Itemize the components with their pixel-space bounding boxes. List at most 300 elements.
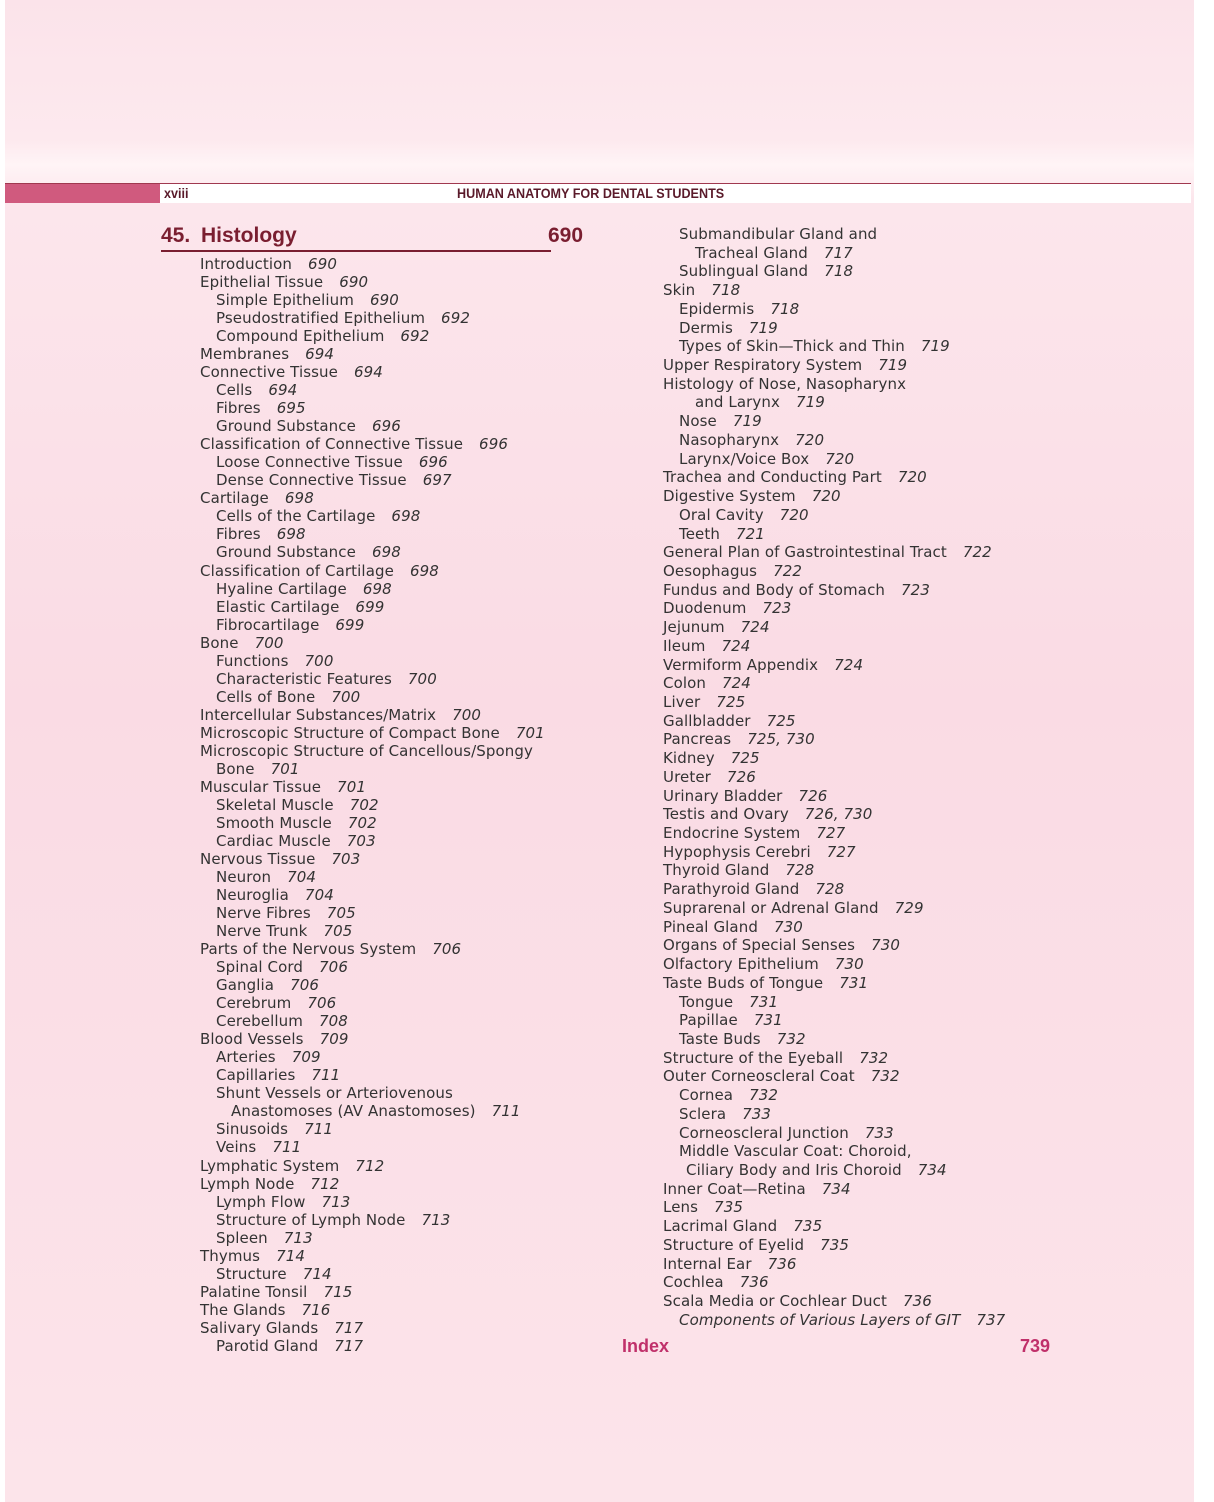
toc-entry-title: Oral Cavity (679, 505, 764, 524)
toc-entry (695, 244, 853, 262)
toc-entry-page: 734 (917, 1161, 947, 1179)
toc-entry-title: Salivary Glands (200, 1318, 319, 1337)
toc-entry-title: Compound Epithelium (216, 327, 385, 346)
toc-entry (216, 652, 333, 670)
toc-entry-title: Ureter (663, 767, 711, 786)
toc-entry (216, 1012, 348, 1030)
toc-entry (200, 634, 284, 652)
toc-entry-title: Smooth Muscle (216, 813, 332, 832)
toc-entry-page: 700 (452, 705, 482, 724)
toc-entry (216, 1193, 350, 1211)
toc-entry-title: Membranes (200, 345, 290, 364)
toc-entry-title: Upper Respiratory System (663, 356, 863, 375)
toc-entry (200, 1247, 305, 1265)
toc-entry-page: 717 (334, 1318, 364, 1337)
toc-entry (200, 778, 366, 796)
toc-entry-title: Thyroid Gland (663, 861, 770, 880)
toc-entry-title: Fundus and Body of Stomach (663, 580, 886, 599)
toc-entry-title: Ground Substance (216, 543, 356, 562)
toc-entry-page: 700 (304, 651, 334, 670)
toc-entry-page: 715 (323, 1282, 353, 1301)
toc-entry-page: 701 (270, 759, 300, 778)
toc-entry-title: Lymph Node (200, 1174, 295, 1193)
toc-entry-page: 698 (409, 561, 439, 580)
toc-entry-title: Muscular Tissue (200, 777, 322, 796)
toc-entry-page: 696 (371, 417, 401, 436)
toc-entry (679, 1086, 778, 1104)
toc-entry-page: 724 (722, 674, 751, 693)
toc-entry-title: Middle Vascular Coat: Choroid, (679, 1142, 912, 1161)
toc-entry-page: 727 (826, 842, 856, 861)
toc-entry (663, 356, 907, 374)
toc-entry-title: Structure of Eyelid (663, 1235, 805, 1254)
toc-entry-page: 706 (319, 958, 348, 977)
toc-entry-page: 732 (749, 1086, 779, 1105)
header-page-number: xviii (164, 185, 189, 201)
toc-entry (695, 393, 825, 411)
toc-entry-title: Fibres (216, 525, 261, 544)
toc-entry-page: 728 (785, 861, 815, 880)
toc-entry-title: Corneoscleral Junction (679, 1123, 849, 1142)
toc-entry-page: 724 (740, 618, 770, 637)
toc-entry-title: Palatine Tonsil (200, 1282, 308, 1301)
toc-entry (663, 843, 856, 861)
toc-entry-title: Pineal Gland (663, 917, 758, 936)
toc-entry (216, 670, 437, 688)
toc-entry-page: 727 (816, 824, 846, 843)
toc-entry (663, 955, 864, 973)
toc-entry (663, 562, 802, 580)
toc-entry-title: Histology of Nose, Nasopharynx (663, 374, 907, 393)
toc-entry-page: 730 (773, 917, 803, 936)
toc-entry-page: 718 (824, 262, 854, 281)
toc-entry-page: 703 (346, 831, 376, 850)
index-entry-page: 739 (1020, 1336, 1051, 1356)
toc-entry-title: Blood Vessels (200, 1030, 304, 1049)
toc-entry (231, 1102, 521, 1120)
toc-entry-title: Fibrocartilage (216, 615, 320, 634)
toc-entry (679, 1011, 783, 1029)
toc-entry (663, 1198, 743, 1216)
toc-entry-title: Tracheal Gland (695, 243, 808, 262)
toc-entry (663, 637, 750, 655)
toc-entry-page: 694 (305, 345, 335, 364)
toc-entry-page: 728 (815, 880, 845, 899)
toc-entry (663, 618, 770, 636)
toc-entry-page: 698 (371, 543, 401, 562)
toc-entry-title: Cells of Bone (216, 687, 316, 706)
toc-entry (663, 712, 796, 730)
toc-entry-page: 731 (753, 1011, 783, 1030)
toc-entry-title: Internal Ear (663, 1254, 752, 1273)
toc-entry (679, 262, 853, 280)
toc-entry-title: Olfactory Epithelium (663, 955, 819, 974)
toc-entry (216, 832, 376, 850)
toc-entry-page: 730 (871, 936, 901, 955)
toc-entry-page: 735 (714, 1198, 743, 1217)
toc-entry (200, 1301, 330, 1319)
toc-entry (663, 861, 814, 879)
toc-entry (216, 453, 448, 471)
toc-entry (663, 824, 845, 842)
toc-entry-title: Neuroglia (216, 886, 289, 905)
toc-entry-title: Nose (679, 412, 717, 431)
toc-entry (200, 435, 508, 453)
toc-entry (663, 281, 740, 299)
toc-entry-page: 732 (859, 1048, 889, 1067)
toc-entry (679, 319, 778, 337)
toc-entry (200, 706, 481, 724)
toc-entry (679, 300, 799, 318)
toc-entry-title: Microscopic Structure of Compact Bone (200, 723, 500, 742)
toc-entry-page: 736 (767, 1254, 797, 1273)
toc-entry (216, 1066, 340, 1084)
toc-entry (216, 1265, 332, 1283)
toc-entry-title: Taste Buds of Tongue (663, 973, 824, 992)
toc-entry (216, 507, 420, 525)
toc-entry-title: Larynx/Voice Box (679, 449, 810, 468)
toc-entry-page: 696 (418, 453, 448, 472)
toc-entry (663, 918, 803, 936)
toc-entry-page: 719 (795, 393, 825, 412)
toc-entry (679, 450, 854, 468)
toc-entry-page: 695 (276, 399, 306, 418)
toc-entry-page: 736 (902, 1292, 932, 1311)
toc-entry-page: 698 (391, 507, 421, 526)
toc-entry-page: 712 (310, 1174, 340, 1193)
toc-entry (216, 1211, 450, 1229)
toc-entry (216, 886, 334, 904)
toc-entry (679, 225, 877, 243)
toc-entry-title: Classification of Cartilage (200, 561, 394, 580)
toc-entry-title: Ciliary Body and Iris Choroid (686, 1161, 902, 1179)
toc-entry-title: Nervous Tissue (200, 849, 316, 868)
toc-entry (679, 337, 950, 355)
toc-entry-page: 696 (479, 435, 508, 454)
toc-entry-page: 735 (820, 1235, 850, 1254)
toc-entry-title: Cerebrum (216, 994, 292, 1013)
toc-entry-page: 700 (254, 633, 284, 652)
toc-entry-title: Dense Connective Tissue (216, 471, 407, 490)
toc-entry-page: 699 (355, 597, 385, 616)
toc-entry-page: 698 (362, 579, 392, 598)
toc-entry (663, 581, 930, 599)
toc-entry (216, 543, 401, 561)
toc-entry-page: 704 (304, 886, 334, 905)
toc-entry-title: Suprarenal or Adrenal Gland (663, 898, 879, 917)
toc-entry-title: Simple Epithelium (216, 291, 354, 310)
toc-entry (216, 994, 336, 1012)
toc-entry (216, 616, 364, 634)
toc-entry-page: 714 (302, 1264, 332, 1283)
toc-entry (663, 1273, 769, 1291)
toc-entry-page: 724 (721, 636, 751, 655)
toc-entry-page: 732 (870, 1067, 900, 1086)
toc-entry-title: Nerve Trunk (216, 922, 308, 941)
toc-entry-page: 709 (319, 1030, 349, 1049)
toc-entry-title: Nerve Fibres (216, 904, 311, 923)
toc-entry (216, 760, 300, 778)
toc-entry-page: 700 (407, 669, 437, 688)
toc-entry-title: Skeletal Muscle (216, 795, 334, 814)
toc-entry-title: and Larynx (695, 393, 780, 412)
toc-entry (216, 796, 379, 814)
toc-entry-title: Lymph Flow (216, 1192, 306, 1211)
toc-entry-title: Outer Corneoscleral Coat (663, 1067, 855, 1086)
toc-entry (663, 1067, 900, 1085)
toc-entry-page: 711 (272, 1138, 302, 1157)
toc-entry-page: 734 (821, 1179, 851, 1198)
toc-entry (216, 417, 401, 435)
toc-entry-title: Inner Coat—Retina (663, 1179, 806, 1198)
toc-entry-page: 694 (268, 381, 298, 400)
toc-entry-title: Jejunum (663, 618, 725, 637)
toc-entry (200, 1175, 339, 1193)
toc-entry (200, 562, 439, 580)
toc-entry-page: 732 (776, 1029, 806, 1048)
toc-entry-page: 720 (897, 468, 927, 487)
toc-entry (663, 768, 756, 786)
toc-entry-page: 719 (732, 412, 762, 431)
toc-entry (663, 974, 868, 992)
toc-entry (200, 1157, 384, 1175)
toc-entry-title: Bone (216, 759, 255, 778)
toc-entry (663, 599, 791, 617)
toc-entry-page: 703 (331, 849, 361, 868)
toc-entry-title: Thymus (200, 1246, 261, 1265)
toc-entry-page: 725, 730 (747, 730, 815, 749)
toc-entry-page: 719 (920, 337, 950, 356)
toc-entry-title: Cochlea (663, 1273, 724, 1292)
toc-entry (679, 993, 778, 1011)
chapter-number: 45. (161, 224, 191, 247)
toc-entry-title: Types of Skin—Thick and Thin (679, 337, 905, 356)
toc-entry (663, 693, 745, 711)
toc-entry-title: Classification of Connective Tissue (200, 435, 464, 454)
toc-entry-title: Structure of the Eyeball (663, 1048, 844, 1067)
toc-entry-title: Colon (663, 674, 707, 693)
toc-entry-page: 718 (711, 281, 741, 300)
toc-entry-page: 692 (441, 309, 470, 328)
toc-entry-title: Pseudostratified Epithelium (216, 309, 426, 328)
toc-entry-title: Veins (216, 1138, 257, 1157)
toc-entry (679, 1142, 912, 1160)
toc-entry-title: The Glands (200, 1300, 286, 1319)
toc-entry (663, 1049, 888, 1067)
toc-entry (663, 749, 760, 767)
toc-entry-title: Cells of the Cartilage (216, 507, 376, 526)
toc-entry-page: 704 (287, 868, 317, 887)
toc-entry-page: 729 (894, 898, 924, 917)
toc-entry-title: Dermis (679, 318, 733, 337)
toc-entry-page: 717 (823, 243, 853, 262)
toc-entry (216, 580, 392, 598)
toc-entry (216, 309, 470, 327)
toc-entry (679, 1030, 806, 1048)
chapter-page: 690 (548, 224, 584, 247)
toc-entry (200, 1030, 349, 1048)
toc-entry-page: 737 (976, 1310, 1006, 1329)
chapter-heading (161, 224, 551, 252)
toc-entry (216, 598, 384, 616)
toc-entry-title: Submandibular Gland and (679, 225, 878, 243)
toc-entry-page: 705 (326, 904, 356, 923)
toc-entry-page: 720 (811, 487, 841, 506)
toc-entry-page: 720 (825, 449, 855, 468)
toc-entry (216, 327, 429, 345)
toc-entry-page: 713 (321, 1192, 351, 1211)
toc-entry-title: Fibres (216, 399, 261, 418)
toc-entry-page: 706 (307, 994, 337, 1013)
toc-entry-page: 712 (355, 1156, 385, 1175)
toc-entry-title: Arteries (216, 1048, 276, 1067)
toc-entry-page: 702 (347, 813, 377, 832)
toc-entry-title: Loose Connective Tissue (216, 453, 403, 472)
toc-entry-title: Sublingual Gland (679, 262, 809, 281)
toc-entry-page: 705 (323, 922, 353, 941)
toc-entry (200, 850, 360, 868)
toc-entry (663, 1180, 851, 1198)
toc-entry-title: Oesophagus (663, 561, 758, 580)
toc-entry-page: 714 (276, 1246, 306, 1265)
header-book-title: HUMAN ANATOMY FOR DENTAL STUDENTS (457, 185, 725, 201)
toc-entry-title: Digestive System (663, 487, 796, 506)
toc-entry-title: Kidney (663, 749, 715, 768)
toc-entry-title: Neuron (216, 868, 272, 887)
toc-entry-title: Capillaries (216, 1066, 296, 1085)
toc-entry-title: Cornea (679, 1086, 734, 1105)
toc-entry-page: 736 (739, 1273, 769, 1292)
toc-entry (663, 1217, 822, 1235)
toc-entry-title: Spinal Cord (216, 958, 304, 977)
toc-entry-title: Teeth (679, 524, 720, 543)
toc-entry-title: Functions (216, 651, 289, 670)
toc-entry-page: 735 (793, 1217, 823, 1236)
toc-entry-title: Testis and Ovary (663, 805, 789, 824)
toc-entry-title: Anastomoses (AV Anastomoses) (231, 1102, 476, 1121)
toc-entry-page: 698 (284, 489, 314, 508)
toc-entry-page: 701 (337, 777, 366, 796)
toc-entry-page: 718 (770, 299, 800, 318)
toc-entry-title: Epidermis (679, 299, 755, 318)
toc-entry (200, 1283, 352, 1301)
toc-entry (200, 273, 368, 291)
toc-entry (216, 1120, 333, 1138)
toc-entry (663, 487, 841, 505)
toc-entry-title: Endocrine System (663, 824, 801, 843)
toc-entry (216, 525, 306, 543)
toc-entry-title: Cardiac Muscle (216, 831, 331, 850)
toc-entry (216, 868, 316, 886)
toc-entry (216, 904, 356, 922)
toc-entry-title: Bone (200, 633, 239, 652)
toc-entry (679, 431, 824, 449)
toc-entry (216, 688, 360, 706)
toc-entry-page: 706 (432, 940, 462, 959)
toc-entry-title: Intercellular Substances/Matrix (200, 705, 437, 724)
toc-entry-page: 708 (318, 1012, 348, 1031)
toc-entry-page: 733 (742, 1104, 772, 1123)
toc-entry-title: Vermiform Appendix (663, 655, 819, 674)
toc-entry-page: 731 (749, 992, 779, 1011)
toc-entry-page: 731 (839, 973, 869, 992)
toc-entry-page: 702 (349, 795, 379, 814)
toc-entry-title: Scala Media or Cochlear Duct (663, 1292, 887, 1311)
toc-entry (679, 1124, 894, 1142)
toc-entry-page: 730 (834, 955, 864, 974)
toc-entry-title: Ground Substance (216, 417, 356, 436)
toc-entry (216, 381, 297, 399)
toc-entry-page: 713 (283, 1228, 313, 1247)
toc-entry-page: 690 (369, 291, 399, 310)
toc-entry (663, 805, 872, 823)
toc-entry-page: 724 (834, 655, 864, 674)
toc-entry-page: 726 (726, 767, 756, 786)
toc-entry (216, 291, 399, 309)
toc-entry-page: 723 (901, 580, 930, 599)
toc-entry (216, 1084, 453, 1102)
toc-entry (216, 814, 377, 832)
toc-entry-title: General Plan of Gastrointestinal Tract (663, 543, 947, 562)
toc-entry (216, 471, 452, 489)
toc-entry (663, 880, 844, 898)
toc-entry (679, 1105, 771, 1123)
toc-entry-title: Spleen (216, 1228, 268, 1247)
toc-entry-title: Organs of Special Senses (663, 936, 856, 955)
toc-entry-page: 723 (762, 599, 792, 618)
toc-entry-page: 709 (291, 1048, 321, 1067)
toc-entry-title: Cells (216, 381, 253, 400)
toc-entry-page: 719 (748, 318, 778, 337)
index-entry-label: Index (622, 1336, 670, 1356)
toc-entry-page: 701 (515, 723, 545, 742)
toc-entry-title: Elastic Cartilage (216, 597, 340, 616)
toc-entry-title: Epithelial Tissue (200, 273, 324, 292)
toc-entry-page: 725 (716, 693, 746, 711)
toc-entry-title: Cerebellum (216, 1012, 303, 1031)
chapter-title: Histology (201, 224, 297, 247)
toc-entry (200, 724, 545, 742)
toc-entry (216, 399, 306, 417)
toc-entry-page: 717 (334, 1336, 364, 1355)
toc-entry-title: Lacrimal Gland (663, 1217, 778, 1236)
header-accent-bar (5, 184, 160, 203)
toc-entry (200, 1319, 363, 1337)
toc-entry-page: 722 (773, 561, 803, 580)
toc-entry-page: 692 (400, 327, 430, 346)
toc-entry-title: Skin (663, 281, 696, 300)
toc-entry-title: Papillae (679, 1011, 738, 1030)
toc-entry-title: Duodenum (663, 599, 747, 618)
toc-entry-page: 711 (491, 1102, 521, 1121)
toc-entry-page: 711 (311, 1066, 341, 1085)
toc-entry-page: 697 (422, 471, 452, 490)
toc-entry-title: Taste Buds (679, 1029, 761, 1048)
toc-entry-title: Pancreas (663, 730, 732, 749)
toc-entry (663, 787, 827, 805)
toc-entry-page: 700 (331, 687, 361, 706)
toc-entry (663, 543, 992, 561)
toc-entry (663, 1236, 849, 1254)
toc-entry-title: Trachea and Conducting Part (663, 468, 882, 487)
toc-entry-title: Tongue (679, 992, 734, 1011)
toc-entry (216, 958, 348, 976)
toc-entry (679, 1311, 1005, 1329)
toc-entry-title: Liver (663, 693, 701, 711)
toc-entry-page: 690 (339, 273, 369, 292)
toc-entry (663, 468, 927, 486)
toc-entry-page: 720 (795, 430, 825, 449)
